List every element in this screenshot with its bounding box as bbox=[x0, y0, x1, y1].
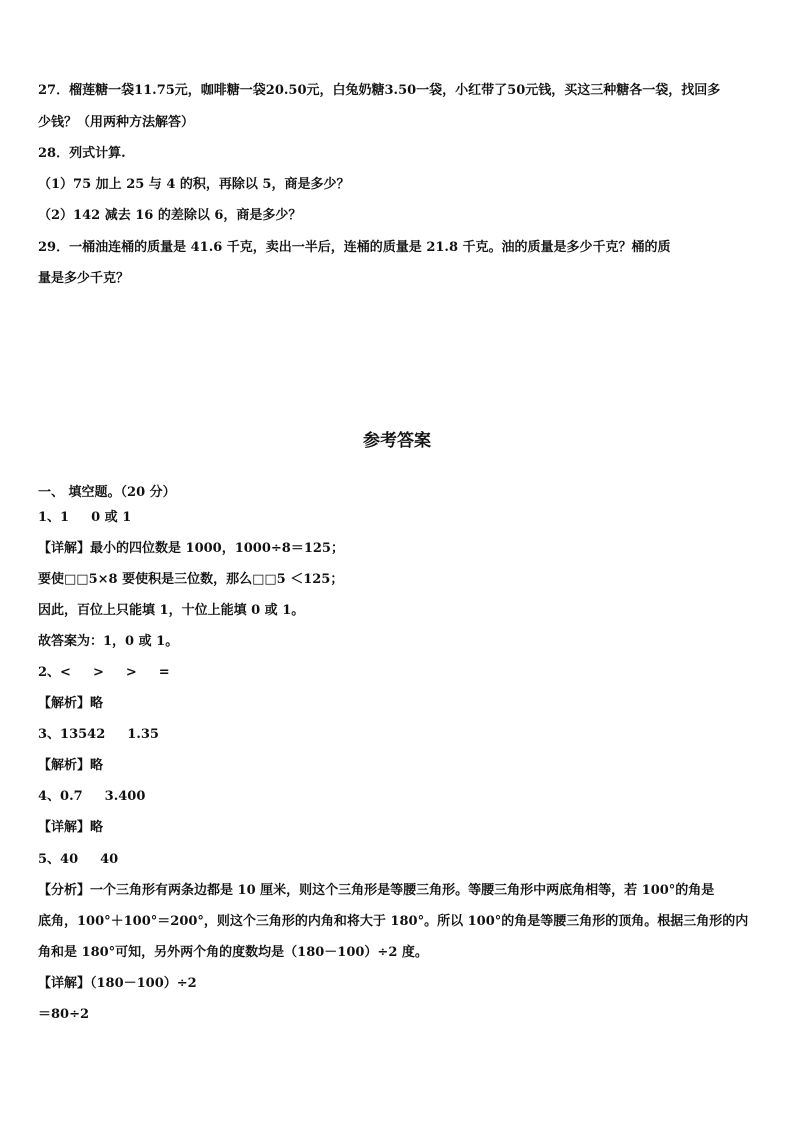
answer-1-detail-4: 故答案为：1，0 或 1。 bbox=[38, 634, 179, 649]
answer-1-value-2: 0 或 1 bbox=[91, 510, 132, 525]
answer-3 bbox=[38, 727, 159, 743]
answer-5-analysis-2: 底角，100°＋100°＝200°，则这个三角形的内角和将大于 180°。所以 100°的角是等腰三角形的顶角。根据三角形的内 bbox=[38, 914, 749, 929]
answer-5-value-2: 40 bbox=[100, 852, 119, 867]
answer-2-note: 【解析】略 bbox=[38, 696, 104, 711]
answer-5-analysis-3: 角和是 180°可知，另外两个角的度数均是（180－100）÷2 度。 bbox=[38, 945, 428, 960]
answer-1-detail-3: 因此，百位上只能填 1，十位上能填 0 或 1。 bbox=[38, 603, 305, 618]
answer-1-detail-1: 【详解】最小的四位数是 1000，1000÷8＝125； bbox=[38, 541, 344, 556]
answer-2-value-3: > bbox=[125, 665, 137, 680]
answer-4 bbox=[38, 789, 145, 805]
answer-5-detail-2: ＝80÷2 bbox=[38, 1007, 90, 1022]
answer-1-detail-2: 要使□□5×8 要使积是三位数，那么□□5 ＜125； bbox=[38, 572, 344, 587]
answer-5-num: 5、40 bbox=[38, 852, 79, 867]
answer-2 bbox=[38, 665, 170, 681]
answer-3-num: 3、13542 bbox=[38, 727, 106, 742]
answer-4-num: 4、0.7 bbox=[38, 789, 83, 804]
answer-2-value-4: = bbox=[158, 665, 170, 680]
q27-line-1: 27．榴莲糖一袋11.75元，咖啡糖一袋20.50元，白兔奶糖3.50一袋，小红带了50元钱，买这三种糖各一袋，找回多 bbox=[38, 83, 721, 98]
answer-4-note: 【详解】略 bbox=[38, 820, 104, 835]
answer-5 bbox=[38, 852, 118, 868]
section-1-heading: 一、 填空题。（20 分） bbox=[38, 485, 176, 500]
answer-key-title: 参考答案 bbox=[363, 431, 431, 451]
q29-line-1: 29．一桶油连桶的质量是 41.6 千克，卖出一半后，连桶的质量是 21.8 千克。油的质量是多少千克？桶的质 bbox=[38, 240, 671, 255]
answer-3-note: 【解析】略 bbox=[38, 758, 104, 773]
q27-line-2: 少钱？（用两种方法解答） bbox=[38, 115, 195, 130]
answer-1-num: 1、1 bbox=[38, 510, 70, 525]
answer-1 bbox=[38, 510, 131, 526]
q28-sub-1: （1）75 加上 25 与 4 的积，再除以 5，商是多少？ bbox=[38, 177, 350, 192]
answer-5-analysis-1: 【分析】一个三角形有两条边都是 10 厘米，则这个三角形是等腰三角形。等腰三角形中两底角相等，若 100°的角是 bbox=[38, 883, 715, 898]
answer-5-detail-1: 【详解】（180－100）÷2 bbox=[38, 976, 197, 991]
answer-4-value-2: 3.400 bbox=[104, 789, 146, 804]
q28-title: 28．列式计算. bbox=[38, 146, 126, 161]
q29-line-2: 量是多少千克？ bbox=[38, 271, 130, 286]
answer-2-num: 2、< bbox=[38, 665, 71, 680]
q28-sub-2: （2）142 减去 16 的差除以 6，商是多少？ bbox=[38, 208, 302, 223]
answer-2-value-2: > bbox=[92, 665, 104, 680]
answer-3-value-2: 1.35 bbox=[127, 727, 159, 742]
